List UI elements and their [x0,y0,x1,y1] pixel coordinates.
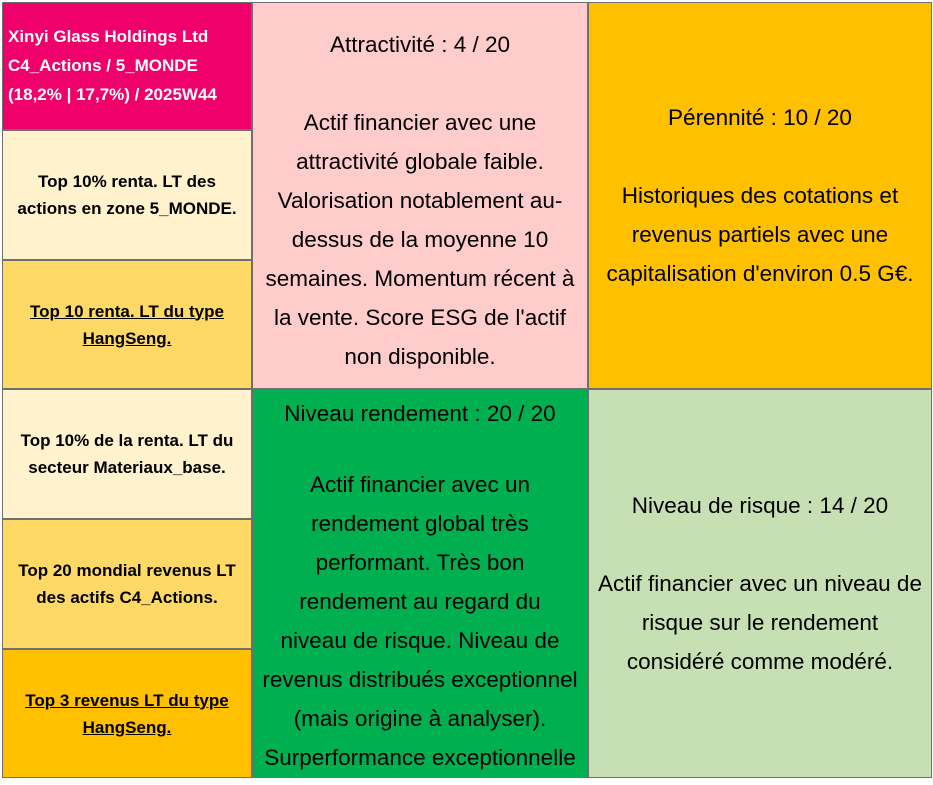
ranking-line: secteur Materiaux_base. [28,458,226,477]
ranking-line: Top 10% renta. LT des [38,172,216,191]
risque-cell [588,389,932,778]
ranking-sector-cell [2,389,252,519]
rendement-line: Actif financier avec un [309,472,531,497]
attractivite-cell [252,2,588,389]
attractivite-line: la vente. Score ESG de l'actif [274,305,566,330]
ranking-line: HangSeng. [82,328,172,348]
attractivite-line: Valorisation notablement au- [277,188,563,213]
ranking-line: actions en zone 5_MONDE. [17,199,237,218]
asset-name: Xinyi Glass Holdings Ltd [8,27,209,46]
rendement-line: (mais origine à analyser). [293,706,547,731]
perennite-cell [588,2,932,389]
rendement-line: performant. Très bon [315,550,525,575]
perennite-line: capitalisation d'environ 0.5 G€. [606,261,914,286]
attractivite-line: Actif financier avec une [303,110,537,135]
ranking-revenue-link[interactable] [2,649,252,778]
ranking-line: Top 10 renta. LT du type [30,301,224,321]
ranking-type-link[interactable] [2,260,252,389]
ranking-world-cell [2,519,252,649]
rendement-line: revenus distribués exceptionnel [262,667,578,692]
attractivite-line: semaines. Momentum récent à [265,266,575,291]
attractivite-line: dessus de la moyenne 10 [291,227,549,252]
rendement-line: niveau de risque. Niveau de [280,628,560,653]
risque-line: risque sur le rendement [641,610,879,635]
ranking-line: Top 3 revenus LT du type [25,690,229,710]
ranking-line: Top 10% de la renta. LT du [20,431,234,450]
perennite-line: Historiques des cotations et [621,183,899,208]
ranking-zone-cell [2,130,252,260]
asset-title-cell [2,2,252,130]
ranking-line: HangSeng. [82,717,172,737]
attractivite-line: non disponible. [344,344,496,369]
risque-line: considéré comme modéré. [626,649,894,674]
attractivite-heading: Attractivité : 4 / 20 [329,32,511,57]
risque-heading: Niveau de risque : 14 / 20 [631,493,889,518]
rendement-cell [252,389,588,778]
rendement-line: rendement global très [311,511,529,536]
perennite-heading: Pérennité : 10 / 20 [668,105,852,130]
ranking-line: des actifs C4_Actions. [36,588,218,607]
asset-category: C4_Actions / 5_MONDE [8,56,198,75]
risque-line: Actif financier avec un niveau de [598,571,922,596]
attractivite-line: attractivité globale faible. [296,149,544,174]
asset-stats: (18,2% | 17,7%) / 2025W44 [8,85,217,104]
rendement-line: rendement au regard du [299,589,541,614]
rendement-line: Surperformance exceptionnelle [264,745,576,770]
perennite-line: revenus partiels avec une [631,222,889,247]
rendement-heading: Niveau rendement : 20 / 20 [284,401,556,426]
ranking-line: Top 20 mondial revenus LT [18,561,236,580]
